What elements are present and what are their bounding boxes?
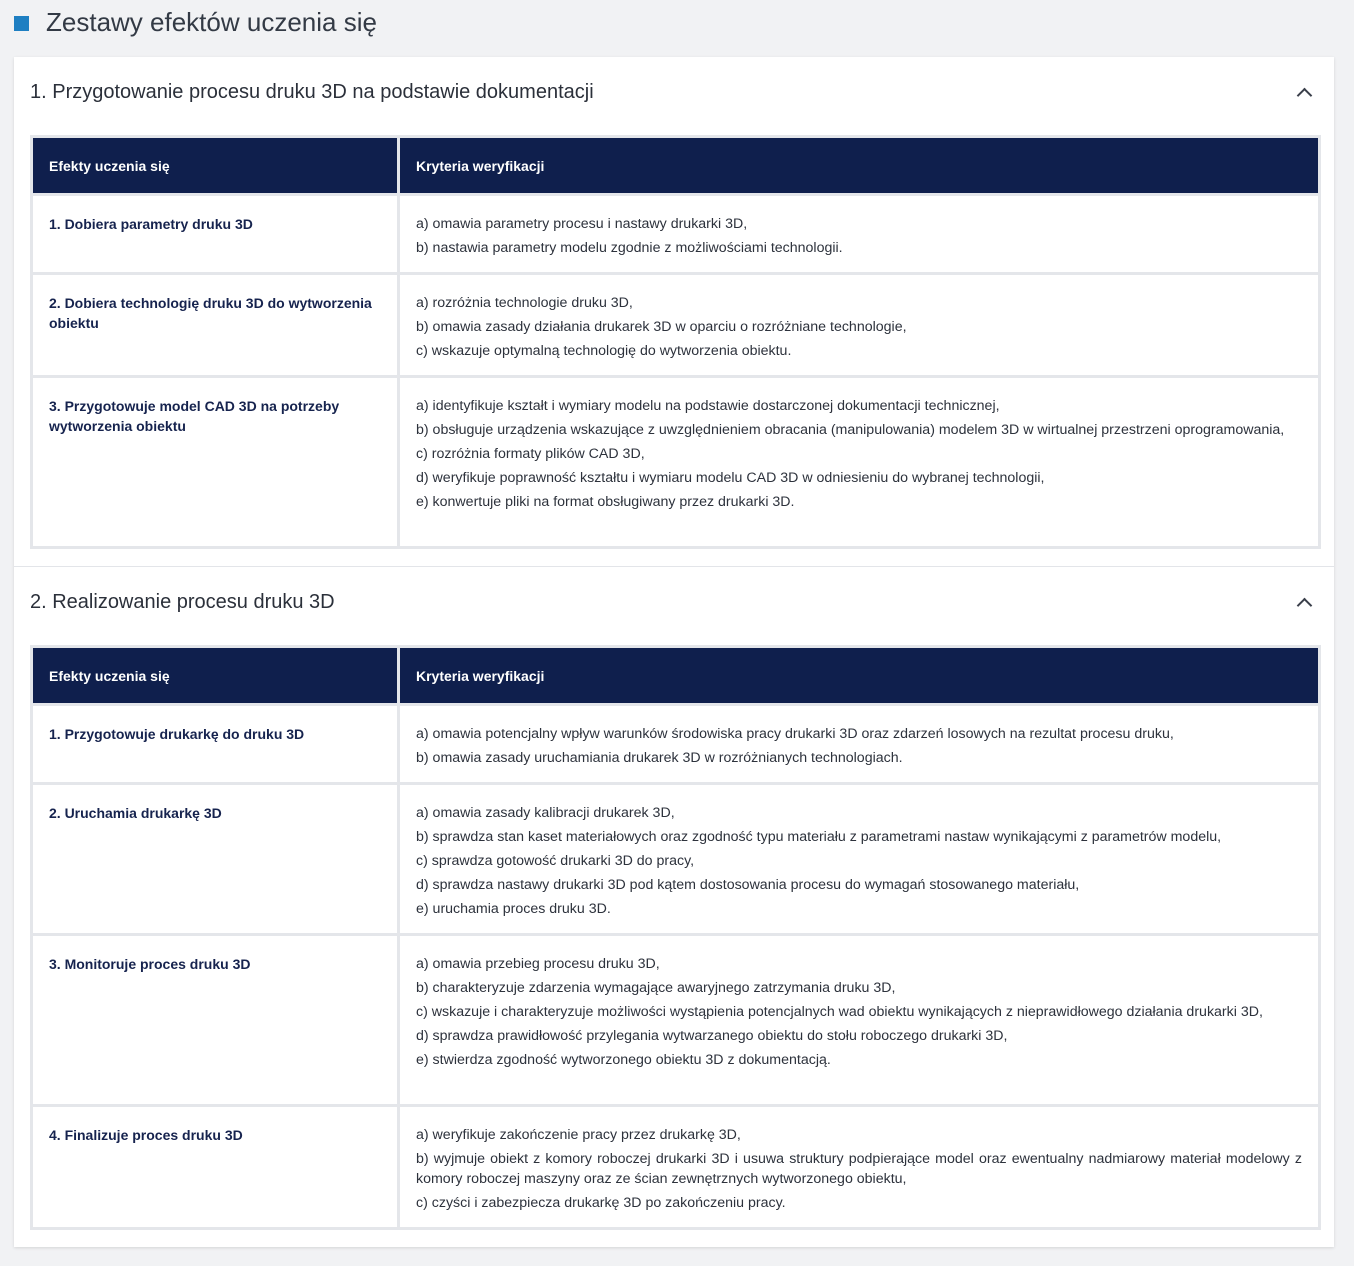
page-title: Zestawy efektów uczenia się [46,6,377,37]
learning-outcomes-table-2 [30,645,1321,1230]
criterion: c) rozróżnia formaty plików CAD 3D, [416,446,645,462]
criterion: c) czyści i zabezpiecza drukarkę 3D po zakończeniu pracy. [416,1195,786,1211]
title-square-icon [14,16,29,31]
criterion: c) sprawdza gotowość drukarki 3D do pracy, [416,853,695,869]
table-row [32,274,1320,377]
chevron-up-icon[interactable] [1297,87,1313,103]
criteria-cell [399,1106,1320,1229]
criterion: d) sprawdza nastawy drukarki 3D pod kątem dostosowania procesu do wymagań stosowanego materiału, [416,877,1080,893]
criterion: e) stwierdza zgodność wytworzonego obiektu 3D z dokumentacją. [416,1052,831,1068]
table-header-row [32,647,1320,705]
learning-outcomes-table-1 [30,135,1321,549]
criterion: a) weryfikuje zakończenie pracy przez drukarkę 3D, [416,1127,741,1143]
criterion: b) obsługuje urządzenia wskazujące z uwzględnieniem obracania (manipulowania) modelem 3D w wirtualnej przestrzeni oprogramowania, [416,422,1285,438]
criterion: d) weryfikuje poprawność kształtu i wymiaru modelu CAD 3D w odniesieniu do wybranej technologii, [416,470,1045,486]
criterion: d) sprawdza prawidłowość przylegania wytwarzanego obiektu do stołu roboczego drukarki 3D, [416,1028,1008,1044]
table-row [32,935,1320,1106]
criteria-cell [399,705,1320,784]
criterion: c) wskazuje optymalną technologię do wytworzenia obiektu. [416,343,792,359]
column-header-effects: Efekty uczenia się [32,647,399,705]
criterion: c) wskazuje i charakteryzuje możliwości wystąpienia potencjalnych wad obiektu wynikających z nieprawidłowego działania drukarki 3D, [416,1004,1263,1020]
effect-cell: 4. Finalizuje proces druku 3D [32,1106,399,1229]
chevron-up-icon[interactable] [1297,597,1313,613]
criterion: b) omawia zasady uruchamiania drukarek 3D w rozróżnianych technologiach. [416,750,903,766]
accordion-section-2 [14,567,1334,1247]
accordion-title-1: 1. Przygotowanie procesu druku 3D na podstawie dokumentacji [30,81,594,103]
table-row [32,784,1320,935]
effect-cell: 1. Dobiera parametry druku 3D [32,195,399,274]
table-row [32,1106,1320,1229]
criterion: a) omawia zasady kalibracji drukarek 3D, [416,805,675,821]
accordion-section-1 [14,57,1334,567]
column-header-criteria: Kryteria weryfikacji [399,647,1320,705]
criterion: b) omawia zasady działania drukarek 3D w oparciu o rozróżniane technologie, [416,319,907,335]
accordion-header-1[interactable] [30,57,1318,127]
criterion: a) identyfikuje kształt i wymiary modelu na podstawie dostarczonej dokumentacji technicznej, [416,398,1000,414]
criterion: e) uruchamia proces druku 3D. [416,901,611,917]
table-header-row [32,137,1320,195]
criterion: a) rozróżnia technologie druku 3D, [416,295,633,311]
criterion: b) wyjmuje obiekt z komory roboczej drukarki 3D i usuwa struktury podpierające model oraz ewentualny nadmiarowy materiał modelowy z komory roboczej maszyny oraz ze ścian zewnętrznych wytworzonego obiektu, [416,1151,1302,1187]
criterion: b) charakteryzuje zdarzenia wymagające awaryjnego zatrzymania druku 3D, [416,980,896,996]
criteria-cell [399,377,1320,548]
effect-cell: 3. Monitoruje proces druku 3D [32,935,399,1106]
accordion-title-2: 2. Realizowanie procesu druku 3D [30,591,335,613]
learning-outcomes-card [14,57,1334,1247]
effect-cell: 2. Dobiera technologię druku 3D do wytworzenia obiektu [32,274,399,377]
criterion: a) omawia parametry procesu i nastawy drukarki 3D, [416,216,748,232]
criterion: a) omawia przebieg procesu druku 3D, [416,956,660,972]
table-row [32,705,1320,784]
column-header-criteria: Kryteria weryfikacji [399,137,1320,195]
table-row [32,377,1320,548]
criterion: b) sprawdza stan kaset materiałowych oraz zgodność typu materiału z parametrami nastaw wynikającymi z parametrów modelu, [416,829,1222,845]
accordion-header-2[interactable] [30,567,1318,637]
criteria-cell [399,274,1320,377]
column-header-effects: Efekty uczenia się [32,137,399,195]
page-header [14,0,377,44]
criteria-cell [399,935,1320,1106]
effect-cell: 3. Przygotowuje model CAD 3D na potrzeby wytworzenia obiektu [32,377,399,548]
criterion: b) nastawia parametry modelu zgodnie z możliwościami technologii. [416,240,843,256]
effect-cell: 2. Uruchamia drukarkę 3D [32,784,399,935]
criterion: e) konwertuje pliki na format obsługiwany przez drukarki 3D. [416,494,795,510]
effect-cell: 1. Przygotowuje drukarkę do druku 3D [32,705,399,784]
criteria-cell [399,195,1320,274]
criterion: a) omawia potencjalny wpływ warunków środowiska pracy drukarki 3D oraz zdarzeń losowych na rezultat procesu druku, [416,726,1174,742]
criteria-cell [399,784,1320,935]
table-row [32,195,1320,274]
